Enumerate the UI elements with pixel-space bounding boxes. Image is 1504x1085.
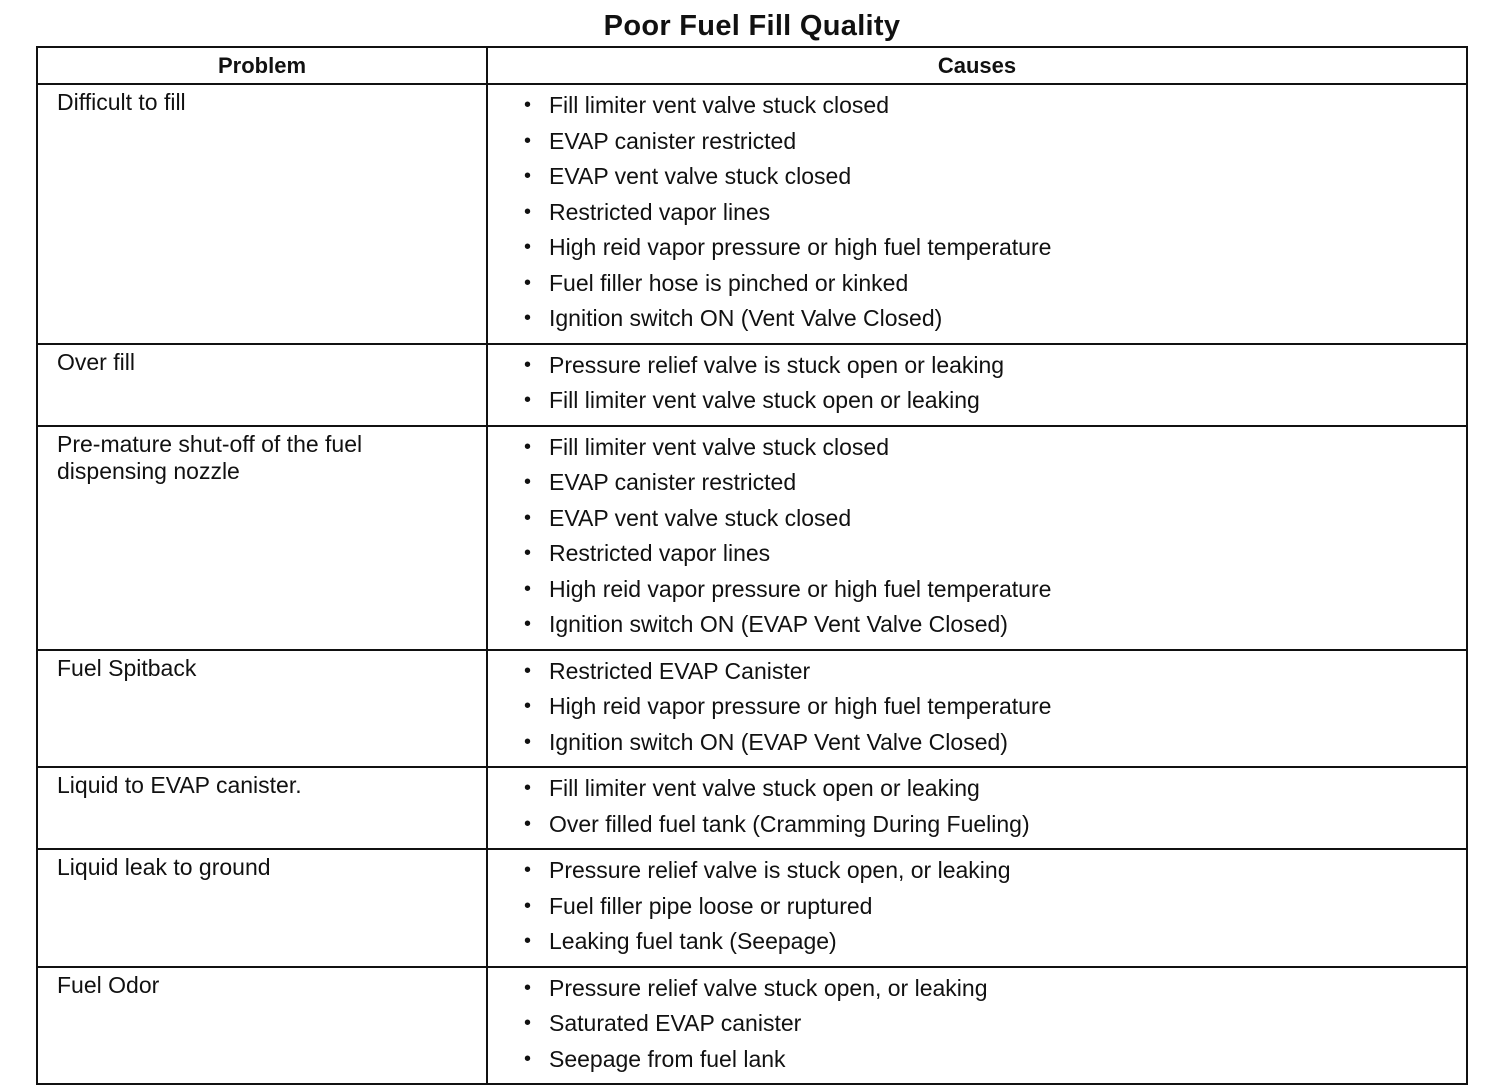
cause-list-item: • Fill limiter vent valve stuck open or leaking <box>524 771 1456 807</box>
cause-list-item: • EVAP canister restricted <box>524 465 1456 501</box>
table-row <box>37 849 1467 967</box>
causes-cell <box>487 426 1467 650</box>
cause-list-item: • EVAP canister restricted <box>524 124 1456 160</box>
problem-cell: Pre-mature shut-off of the fuel dispensing nozzle <box>37 426 487 650</box>
cause-list-item: • Fill limiter vent valve stuck closed <box>524 88 1456 124</box>
cause-list-item: • Fuel filler hose is pinched or kinked <box>524 266 1456 302</box>
cause-list <box>524 430 1456 643</box>
table-header-row <box>37 47 1467 84</box>
cause-list-item: • EVAP vent valve stuck closed <box>524 159 1456 195</box>
cause-list-item: • High reid vapor pressure or high fuel temperature <box>524 230 1456 266</box>
cause-list-item: • Ignition switch ON (EVAP Vent Valve Closed) <box>524 725 1456 761</box>
cause-list-item: • Leaking fuel tank (Seepage) <box>524 924 1456 960</box>
problem-cell: Fuel Odor <box>37 967 487 1085</box>
problem-cell: Difficult to fill <box>37 84 487 344</box>
causes-cell <box>487 767 1467 849</box>
cause-list <box>524 971 1456 1078</box>
cause-list-item: • Restricted EVAP Canister <box>524 654 1456 690</box>
cause-list <box>524 654 1456 761</box>
cause-list-item: • Restricted vapor lines <box>524 536 1456 572</box>
cause-list-item: • Fill limiter vent valve stuck open or leaking <box>524 383 1456 419</box>
problem-column-header: Problem <box>37 47 487 84</box>
cause-list <box>524 348 1456 419</box>
cause-list <box>524 853 1456 960</box>
cause-list <box>524 771 1456 842</box>
table-body <box>37 84 1467 1084</box>
cause-list-item: • High reid vapor pressure or high fuel temperature <box>524 572 1456 608</box>
cause-list-item: • Saturated EVAP canister <box>524 1006 1456 1042</box>
cause-list-item: • Seepage from fuel lank <box>524 1042 1456 1078</box>
cause-list-item: • High reid vapor pressure or high fuel temperature <box>524 689 1456 725</box>
cause-list-item: • Ignition switch ON (EVAP Vent Valve Closed) <box>524 607 1456 643</box>
cause-list-item: • Pressure relief valve is stuck open or leaking <box>524 348 1456 384</box>
table-row <box>37 767 1467 849</box>
cause-list-item: • EVAP vent valve stuck closed <box>524 501 1456 537</box>
cause-list-item: • Fuel filler pipe loose or ruptured <box>524 889 1456 925</box>
problem-cell: Liquid leak to ground <box>37 849 487 967</box>
cause-list <box>524 88 1456 337</box>
table-row <box>37 967 1467 1085</box>
fuel-fill-diagnosis-table <box>36 46 1468 1085</box>
problem-cell: Liquid to EVAP canister. <box>37 767 487 849</box>
table-row <box>37 650 1467 768</box>
cause-list-item: • Pressure relief valve is stuck open, or leaking <box>524 853 1456 889</box>
causes-cell <box>487 84 1467 344</box>
cause-list-item: • Ignition switch ON (Vent Valve Closed) <box>524 301 1456 337</box>
cause-list-item: • Pressure relief valve stuck open, or leaking <box>524 971 1456 1007</box>
cause-list-item: • Restricted vapor lines <box>524 195 1456 231</box>
problem-cell: Fuel Spitback <box>37 650 487 768</box>
cause-list-item: • Over filled fuel tank (Cramming During Fueling) <box>524 807 1456 843</box>
cause-list-item: • Fill limiter vent valve stuck closed <box>524 430 1456 466</box>
causes-cell <box>487 650 1467 768</box>
causes-cell <box>487 344 1467 426</box>
problem-cell: Over fill <box>37 344 487 426</box>
table-row <box>37 84 1467 344</box>
document-title: Poor Fuel Fill Quality <box>603 10 901 42</box>
causes-cell <box>487 967 1467 1085</box>
table-row <box>37 426 1467 650</box>
table-row <box>37 344 1467 426</box>
causes-column-header: Causes <box>487 47 1467 84</box>
causes-cell <box>487 849 1467 967</box>
